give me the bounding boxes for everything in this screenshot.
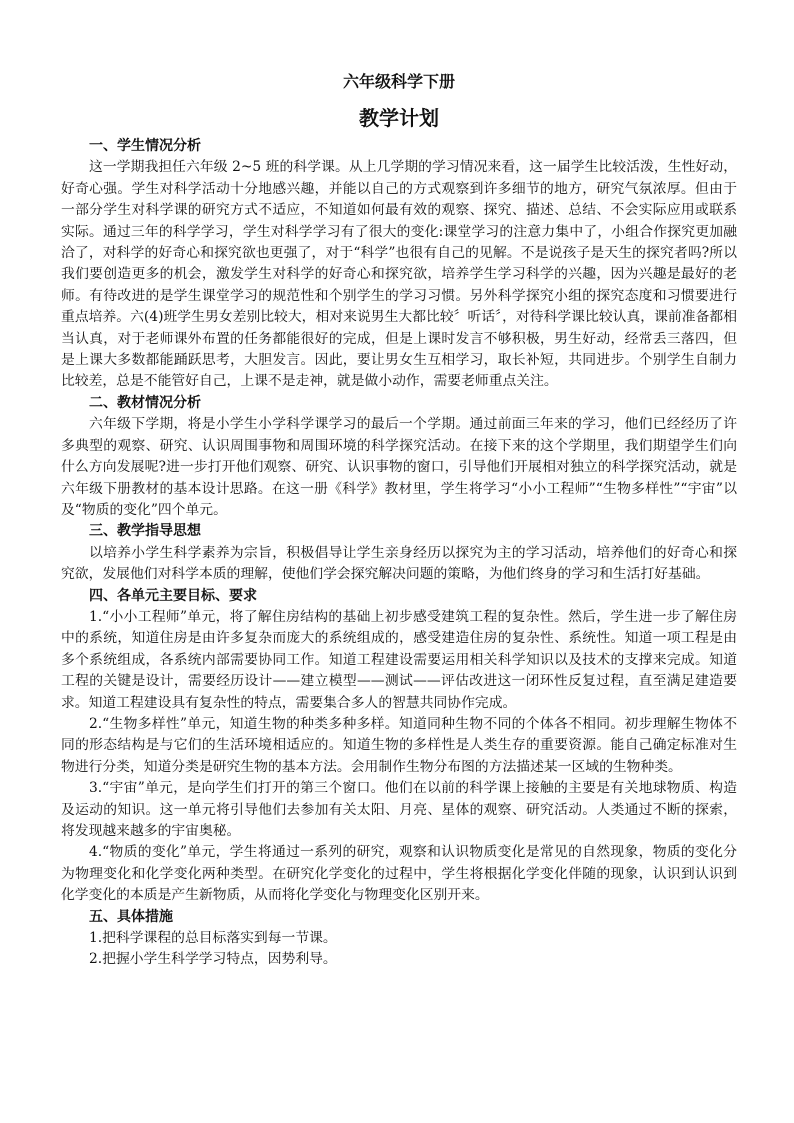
section-heading: 二、教材情况分析 bbox=[89, 394, 201, 411]
section-student-analysis bbox=[61, 136, 737, 393]
section-heading: 三、教学指导思想 bbox=[89, 523, 201, 540]
document-title-grade: 六年级科学下册 bbox=[342, 72, 455, 91]
section-paragraph: 以培养小学生科学素养为宗旨，积极倡导让学生亲身经历以探究为主的学习活动，培养他们的好奇心和探究欲，发展他们对科学本质的理解，使他们学会探究解决问题的策略，为他们终身的学习和生活打好基础。 bbox=[61, 544, 737, 583]
section-teaching-philosophy bbox=[61, 521, 737, 585]
measure-item: 2.把握小学生科学学习特点，因势利导。 bbox=[89, 951, 337, 968]
measure-item: 1.把科学课程的总目标落实到每一节课。 bbox=[89, 930, 337, 947]
section-heading: 一、学生情况分析 bbox=[89, 138, 201, 154]
section-paragraph: 六年级下学期，将是小学生小学科学课学习的最后一个学期。通过前面三年来的学习，他们已经经历了许多典型的观察、研究、认识周围事物和周围环境的科学探究活动。在接下来的这个学期里，我们期望学生们向什么方向发展呢?进一步打开他们观察、研究、认识事物的窗口，引导他们开展相对独立的科学探究活动，就是六年级下册教材的基本设计思路。在这一册《科学》教材里，学生将学习“小小工程师”“生物多样性”“宇宙”以及“物质的变化”四个单元。 bbox=[61, 416, 737, 518]
section-unit-goals bbox=[61, 586, 737, 907]
unit-goal-universe: 3.“宇宙”单元，是向学生们打开的第三个窗口。他们在以前的科学课上接触的主要是有关地球物质、构造及运动的知识。这一单元将引导他们去参加有关太阳、月亮、星体的观察、研究活动。人类通过不断的探索，将发现越来越多的宇宙奥秘。 bbox=[61, 780, 737, 839]
unit-goal-engineer: 1.“小小工程师”单元，将了解住房结构的基础上初步感受建筑工程的复杂性。然后，学生进一步了解住房中的系统，知道住房是由许多复杂而庞大的系统组成的，感受建造住房的复杂性、系统性。知道一项工程是由多个系统组成，各系统内部需要协同工作。知道工程建设需要运用相关科学知识以及技术的支撑来完成。知道工程的关键是设计，需要经历设计——建立模型——测试——评估改进这一闭环性反复过程，直至满足建造要求。知道工程建设具有复杂性的特点，需要集合多人的智慧共同协作完成。 bbox=[61, 608, 737, 711]
section-heading: 四、各单元主要目标、要求 bbox=[89, 587, 257, 604]
unit-goal-matter-change: 4.“物质的变化”单元，学生将通过一系列的研究，观察和认识物质变化是常见的自然现象，物质的变化分为物理变化和化学变化两种类型。在研究化学变化的过程中，学生将根据化学变化伴随的现象，认识到认识到化学变化的本质是产生新物质，从而将化学变化与物理变化区别开来。 bbox=[61, 844, 737, 904]
unit-goal-biodiversity: 2.“生物多样性”单元，知道生物的种类多种多样。知道同种生物不同的个体各不相同。初步理解生物体不同的形态结构是与它们的生活环境相适应的。知道生物的多样性是人类生存的重要资源。能自己确定标准对生物进行分类，知道分类是研究生物的基本方法。会用制作生物分布图的方法描述某一区域的生物种类。 bbox=[61, 715, 737, 775]
section-measures bbox=[61, 907, 737, 971]
document-title-plan: 教学计划 bbox=[359, 106, 439, 130]
section-paragraph: 这一学期我担任六年级 2~5 班的科学课。从上几学期的学习情况来看，这一届学生比较活泼，生性好动，好奇心强。学生对科学活动十分地感兴趣，并能以自己的方式观察到许多细节的地方，研究气氛浓厚。但由于一部分学生对科学课的研究方式不适应，不知道如何最有效的观察、探究、描述、总结、不会实际应用或联系实际。通过三年的科学学习，学生对科学学习有了很大的变化:课堂学习的注意力集中了，小组合作探究更加融洽了，对科学的好奇心和探究欲也更强了，对于“科学”也很有自己的见解。不是说孩子是天生的探究者吗?所以我们要创造更多的机会，激发学生对科学的好奇心和探究欲，培养学生学习科学的兴趣，因为兴趣是最好的老师。有待改进的是学生课堂学习的规范性和个别学生的学习习惯。另外科学探究小组的探究态度和习惯要进行重点培养。六(4)班学生男女差别比较大，相对来说男生大都比较〞听话〞，对待科学课比较认真，课前准备都相当认真，对于老师课外布置的任务都能很好的完成，但是上课时发言不够积极，男生好动，经常丢三落四，但是上课大多数都能踊跃思考，大胆发言。因此，要让男女生互相学习，取长补短，共同进步。个别学生自制力比较差，总是不能管好自己，上课不是走神，就是做小动作，需要老师重点关注。 bbox=[61, 159, 737, 390]
document-page bbox=[61, 70, 737, 971]
section-textbook-analysis bbox=[61, 393, 737, 521]
section-heading: 五、具体措施 bbox=[89, 908, 173, 925]
